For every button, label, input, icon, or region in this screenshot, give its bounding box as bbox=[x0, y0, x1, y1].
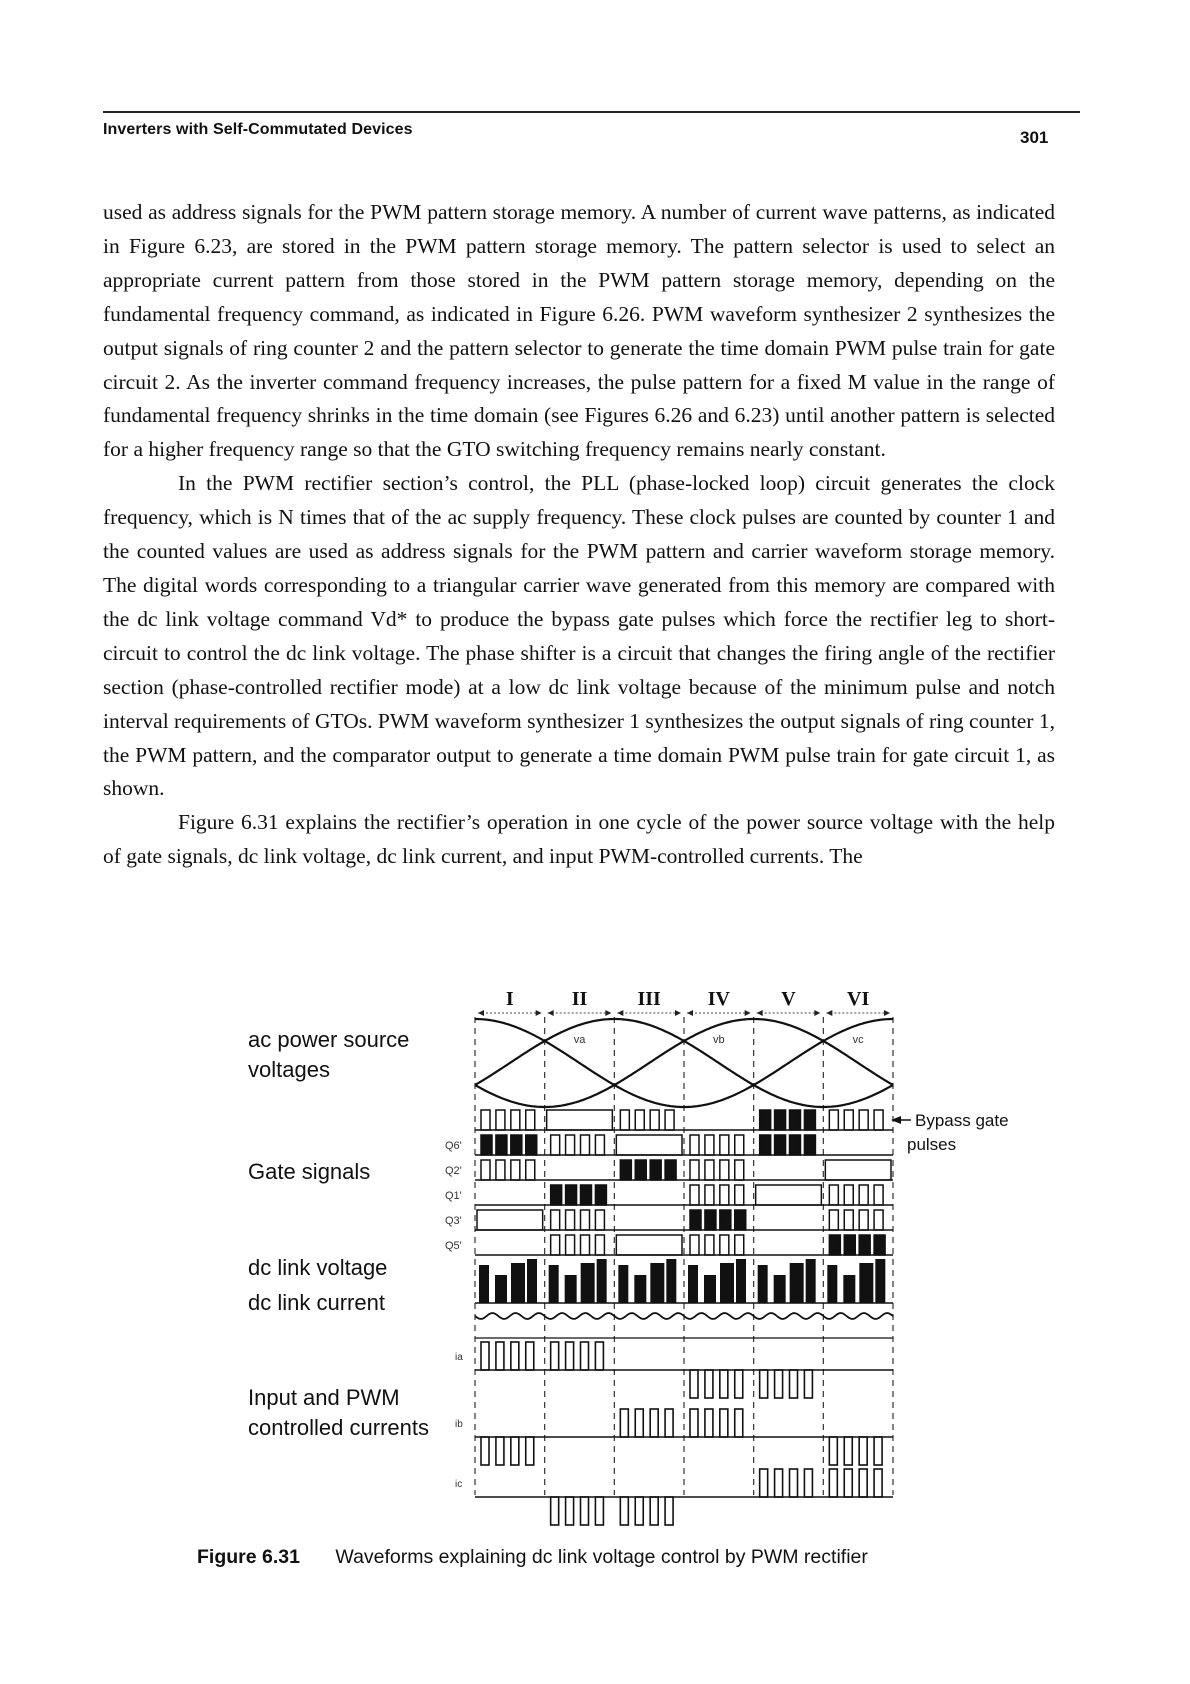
caption-text: Waveforms explaining dc link voltage control by PWM rectifier bbox=[335, 1546, 868, 1568]
gate-pulse bbox=[481, 1135, 492, 1155]
current-pwm-pulse bbox=[581, 1342, 589, 1370]
gate-pulse bbox=[690, 1135, 699, 1155]
current-pwm-pulse bbox=[829, 1437, 837, 1465]
current-pwm-pulse bbox=[735, 1370, 743, 1398]
dc-voltage-pulse bbox=[634, 1275, 646, 1303]
dc-voltage-pulse bbox=[618, 1265, 628, 1303]
gate-on-block bbox=[825, 1160, 891, 1180]
gate-pulse bbox=[874, 1235, 885, 1255]
gate-pulse bbox=[595, 1235, 604, 1255]
current-pwm-pulse bbox=[720, 1370, 728, 1398]
dc-voltage-pulse bbox=[650, 1263, 664, 1303]
gate-pulse bbox=[705, 1135, 714, 1155]
gate-pulse bbox=[859, 1210, 868, 1230]
gate-pulse bbox=[705, 1235, 714, 1255]
current-pwm-pulse bbox=[650, 1497, 658, 1525]
gate-pulse bbox=[566, 1235, 575, 1255]
gate-pulse bbox=[665, 1160, 676, 1180]
gate-pulse bbox=[859, 1185, 868, 1205]
gate-pulse bbox=[829, 1110, 838, 1130]
gate-pulse bbox=[829, 1235, 840, 1255]
interval-label: IV bbox=[707, 988, 730, 1010]
gate-pulse bbox=[790, 1110, 801, 1130]
gate-pulse bbox=[804, 1135, 815, 1155]
dc-voltage-pulse bbox=[597, 1259, 607, 1303]
dc-voltage-pulse bbox=[790, 1263, 804, 1303]
gate-pulse bbox=[635, 1160, 646, 1180]
gate-on-block bbox=[477, 1210, 543, 1230]
interval-label: III bbox=[637, 988, 661, 1010]
gate-pulse bbox=[595, 1210, 604, 1230]
dc-voltage-pulse bbox=[527, 1259, 537, 1303]
current-pwm-pulse bbox=[829, 1469, 837, 1497]
gate-pulse bbox=[690, 1210, 701, 1230]
gate-pulse bbox=[526, 1135, 537, 1155]
waveform-diagram bbox=[0, 975, 1190, 1575]
figure-6-31 bbox=[0, 975, 1190, 1575]
gate-pulse bbox=[511, 1135, 522, 1155]
gate-pulse bbox=[595, 1185, 606, 1205]
current-pwm-pulse bbox=[566, 1342, 574, 1370]
gate-pulse bbox=[511, 1110, 520, 1130]
gate-pulse bbox=[566, 1185, 577, 1205]
bypass-label-line1: Bypass gate bbox=[915, 1111, 1009, 1130]
label-dc-link-current: dc link current bbox=[248, 1290, 385, 1315]
gate-pulse bbox=[511, 1160, 520, 1180]
label-gate-signals: Gate signals bbox=[248, 1159, 371, 1184]
gate-on-block bbox=[616, 1235, 682, 1255]
gate-pulse bbox=[690, 1235, 699, 1255]
gate-pulse bbox=[620, 1160, 631, 1180]
gate-pulse bbox=[526, 1110, 535, 1130]
gate-pulse bbox=[481, 1110, 490, 1130]
dc-voltage-pulse bbox=[758, 1265, 768, 1303]
gate-pulse bbox=[844, 1210, 853, 1230]
gate-signal-label: Q3' bbox=[445, 1215, 462, 1227]
current-pwm-pulse bbox=[526, 1342, 534, 1370]
dc-voltage-pulse bbox=[479, 1265, 489, 1303]
current-pwm-pulse bbox=[874, 1437, 882, 1465]
gate-pulse bbox=[650, 1160, 661, 1180]
current-label: ib bbox=[455, 1419, 463, 1430]
dc-voltage-pulse bbox=[565, 1275, 577, 1303]
current-pwm-pulse bbox=[859, 1437, 867, 1465]
gate-pulse bbox=[720, 1185, 729, 1205]
gate-pulse bbox=[595, 1135, 604, 1155]
current-pwm-pulse bbox=[595, 1342, 603, 1370]
current-pwm-pulse bbox=[690, 1409, 698, 1437]
interval-label: VI bbox=[847, 988, 870, 1010]
current-pwm-pulse bbox=[511, 1342, 519, 1370]
dc-voltage-pulse bbox=[495, 1275, 507, 1303]
gate-signal-label: Q1' bbox=[445, 1190, 462, 1202]
arrow-head-left bbox=[548, 1010, 554, 1016]
figure-caption bbox=[197, 1546, 868, 1569]
arrow-head-right bbox=[814, 1010, 820, 1016]
current-pwm-pulse bbox=[760, 1469, 768, 1497]
gate-pulse bbox=[775, 1110, 786, 1130]
gate-pulse bbox=[720, 1135, 729, 1155]
interval-label: I bbox=[505, 988, 514, 1010]
interval-dividers bbox=[475, 1017, 893, 1495]
gate-pulse bbox=[874, 1110, 883, 1130]
current-pwm-pulse bbox=[511, 1437, 519, 1465]
dc-voltage-pulse bbox=[581, 1263, 595, 1303]
arrow-head-left bbox=[478, 1010, 484, 1016]
current-pwm-pulse bbox=[665, 1409, 673, 1437]
current-pwm-pulse bbox=[635, 1409, 643, 1437]
gate-pulse bbox=[581, 1235, 590, 1255]
arrow-head-right bbox=[745, 1010, 751, 1016]
gate-pulse bbox=[829, 1210, 838, 1230]
gate-pulse bbox=[760, 1110, 771, 1130]
input-currents bbox=[475, 1342, 893, 1525]
gate-pulse bbox=[581, 1135, 590, 1155]
dc-voltage-pulse bbox=[827, 1265, 837, 1303]
gate-pulse bbox=[705, 1185, 714, 1205]
gate-pulse bbox=[760, 1135, 771, 1155]
paragraph-2: In the PWM rectifier section’s control, the PLL (phase-locked loop) circuit generates the clock frequency, which is N times that of the ac supply frequency. These clock pulses are counted by counter 1 and the counted values are used as address signals for the PWM pattern and carrier waveform storage memory. The digital words corresponding to a triangular carrier wave generated from this memory are compared with the dc link voltage command Vd* to produce the bypass gate pulses which force the rectifier leg to short-circuit to control the dc link voltage. The phase shifter is a circuit that changes the firing angle of the rectifier section (phase-controlled rectifier mode) at a low dc link voltage because of the minimum pulse and notch interval requirements of GTOs. PWM waveform synthesizer 1 synthesizes the output signals of ring counter 1, the PWM pattern, and the comparator output to generate a time domain PWM pulse train for gate circuit 1, as shown. bbox=[103, 471, 1055, 801]
label-ac-source-line2: voltages bbox=[248, 1057, 330, 1082]
dc-voltage-pulse bbox=[549, 1265, 559, 1303]
label-dc-link-voltage: dc link voltage bbox=[248, 1255, 388, 1280]
current-label: ic bbox=[455, 1479, 463, 1490]
gate-pulse bbox=[844, 1110, 853, 1130]
body-text bbox=[103, 196, 1055, 874]
gate-pulse bbox=[496, 1135, 507, 1155]
current-pwm-pulse bbox=[690, 1370, 698, 1398]
gate-pulse bbox=[566, 1135, 575, 1155]
arrow-head-right bbox=[675, 1010, 681, 1016]
arrow-head-left bbox=[617, 1010, 623, 1016]
paragraph-3: Figure 6.31 explains the rectifier’s operation in one cycle of the power source voltage with the help of gate signals, dc link voltage, dc link current, and input PWM-controlled currents. The bbox=[103, 810, 1055, 869]
dc-voltage-pulse bbox=[736, 1259, 746, 1303]
label-currents-line2: controlled currents bbox=[248, 1415, 429, 1440]
current-pwm-pulse bbox=[635, 1497, 643, 1525]
gate-pulse bbox=[526, 1160, 535, 1180]
voltage-label: va bbox=[573, 1034, 586, 1046]
gate-pulse bbox=[804, 1110, 815, 1130]
current-pwm-pulse bbox=[566, 1497, 574, 1525]
dc-voltage-pulse bbox=[806, 1259, 816, 1303]
interval-label: V bbox=[781, 988, 796, 1010]
interval-markers bbox=[478, 988, 890, 1016]
gate-pulse bbox=[775, 1135, 786, 1155]
dc-voltage-pulse bbox=[843, 1275, 855, 1303]
gate-pulse bbox=[566, 1210, 575, 1230]
current-pwm-pulse bbox=[775, 1469, 783, 1497]
dc-voltage-pulse bbox=[720, 1263, 734, 1303]
running-head: Inverters with Self-Commutated Devices bbox=[103, 121, 413, 138]
arrow-head-left bbox=[687, 1010, 693, 1016]
gate-pulse bbox=[829, 1185, 838, 1205]
current-pwm-pulse bbox=[790, 1469, 798, 1497]
gate-pulse bbox=[844, 1185, 853, 1205]
gate-signal-label: Q2' bbox=[445, 1165, 462, 1177]
gate-pulse bbox=[551, 1185, 562, 1205]
gate-pulse bbox=[735, 1135, 744, 1155]
gate-pulse bbox=[735, 1210, 746, 1230]
gate-pulse bbox=[551, 1210, 560, 1230]
current-pwm-pulse bbox=[705, 1370, 713, 1398]
arrow-head-right bbox=[536, 1010, 542, 1016]
current-pwm-pulse bbox=[620, 1409, 628, 1437]
current-pwm-pulse bbox=[481, 1342, 489, 1370]
gate-pulse bbox=[874, 1210, 883, 1230]
current-pwm-pulse bbox=[760, 1370, 768, 1398]
gate-pulse bbox=[735, 1185, 744, 1205]
interval-label: II bbox=[571, 988, 588, 1010]
arrow-head-left bbox=[826, 1010, 832, 1016]
current-pwm-pulse bbox=[481, 1437, 489, 1465]
gate-pulse bbox=[705, 1210, 716, 1230]
dc-voltage-pulse bbox=[666, 1259, 676, 1303]
gate-pulse bbox=[690, 1185, 699, 1205]
current-pwm-pulse bbox=[844, 1469, 852, 1497]
dc-voltage-pulse bbox=[704, 1275, 716, 1303]
gate-pulse bbox=[496, 1110, 505, 1130]
label-currents-line1: Input and PWM bbox=[248, 1385, 400, 1410]
bypass-label-line2: pulses bbox=[907, 1135, 957, 1154]
header-rule bbox=[103, 111, 1080, 113]
dc-voltage-pulse bbox=[511, 1263, 525, 1303]
arrow-head-right bbox=[884, 1010, 890, 1016]
gate-pulse bbox=[720, 1160, 729, 1180]
current-pwm-pulse bbox=[620, 1497, 628, 1525]
gate-pulse bbox=[735, 1235, 744, 1255]
gate-pulse bbox=[551, 1135, 560, 1155]
dc-voltage-pulse bbox=[688, 1265, 698, 1303]
gate-on-block bbox=[616, 1135, 682, 1155]
arrow-head-left bbox=[757, 1010, 763, 1016]
current-pwm-pulse bbox=[595, 1497, 603, 1525]
current-pwm-pulse bbox=[735, 1409, 743, 1437]
voltage-label: vc bbox=[852, 1034, 864, 1046]
dc-voltage-pulse bbox=[875, 1259, 885, 1303]
gate-pulse bbox=[720, 1210, 731, 1230]
arrow-head-right bbox=[605, 1010, 611, 1016]
gate-signal-label: Q6' bbox=[445, 1140, 462, 1152]
current-pwm-pulse bbox=[790, 1370, 798, 1398]
current-pwm-pulse bbox=[874, 1469, 882, 1497]
gate-pulse bbox=[859, 1110, 868, 1130]
current-pwm-pulse bbox=[720, 1409, 728, 1437]
gate-pulse bbox=[859, 1235, 870, 1255]
gate-pulse bbox=[720, 1235, 729, 1255]
gate-pulse bbox=[735, 1160, 744, 1180]
current-label: ia bbox=[455, 1352, 463, 1363]
current-pwm-pulse bbox=[496, 1342, 504, 1370]
gate-signal-label: Q5' bbox=[445, 1240, 462, 1252]
voltage-label: vb bbox=[713, 1034, 725, 1046]
current-pwm-pulse bbox=[665, 1497, 673, 1525]
dc-voltage-pulse bbox=[859, 1263, 873, 1303]
gate-pulse bbox=[874, 1185, 883, 1205]
current-pwm-pulse bbox=[526, 1437, 534, 1465]
current-pwm-pulse bbox=[775, 1370, 783, 1398]
gate-pulse bbox=[650, 1110, 659, 1130]
gate-pulse bbox=[635, 1110, 644, 1130]
current-pwm-pulse bbox=[551, 1497, 559, 1525]
gate-pulse bbox=[496, 1160, 505, 1180]
current-pwm-pulse bbox=[859, 1469, 867, 1497]
paragraph-1: used as address signals for the PWM pattern storage memory. A number of current wave patterns, as indicated in Figure 6.23, are stored in the PWM pattern storage memory. The pattern selector is used to select an appropriate current pattern from those stored in the PWM pattern storage memory, depending on the fundamental frequency command, as indicated in Figure 6.26. PWM waveform synthesizer 2 synthesizes the output signals of ring counter 2 and the pattern selector to generate the time domain PWM pulse train for gate circuit 2. As the inverter command frequency increases, the pulse pattern for a fixed M value in the range of fundamental frequency shrinks in the time domain (see Figures 6.26 and 6.23) until another pattern is selected for a higher frequency range so that the GTO switching frequency remains nearly constant. bbox=[103, 200, 1055, 462]
page-number: 301 bbox=[1020, 128, 1049, 147]
gate-pulse bbox=[581, 1185, 592, 1205]
gate-pulse bbox=[790, 1135, 801, 1155]
gate-pulse bbox=[481, 1160, 490, 1180]
gate-on-block bbox=[547, 1110, 613, 1130]
current-pwm-pulse bbox=[804, 1370, 812, 1398]
gate-pulse bbox=[581, 1210, 590, 1230]
current-pwm-pulse bbox=[551, 1342, 559, 1370]
gate-pulse bbox=[665, 1110, 674, 1130]
dc-voltage-pulse bbox=[774, 1275, 786, 1303]
current-pwm-pulse bbox=[804, 1469, 812, 1497]
gate-on-block bbox=[756, 1185, 822, 1205]
gate-pulse bbox=[705, 1160, 714, 1180]
gate-pulse bbox=[844, 1235, 855, 1255]
label-ac-source-line1: ac power source bbox=[248, 1027, 410, 1052]
gate-pulse bbox=[690, 1160, 699, 1180]
current-pwm-pulse bbox=[705, 1409, 713, 1437]
current-pwm-pulse bbox=[844, 1437, 852, 1465]
current-pwm-pulse bbox=[496, 1437, 504, 1465]
current-pwm-pulse bbox=[650, 1409, 658, 1437]
gate-pulse bbox=[551, 1235, 560, 1255]
caption-number: Figure 6.31 bbox=[197, 1546, 300, 1568]
gate-pulse bbox=[620, 1110, 629, 1130]
current-pwm-pulse bbox=[581, 1497, 589, 1525]
